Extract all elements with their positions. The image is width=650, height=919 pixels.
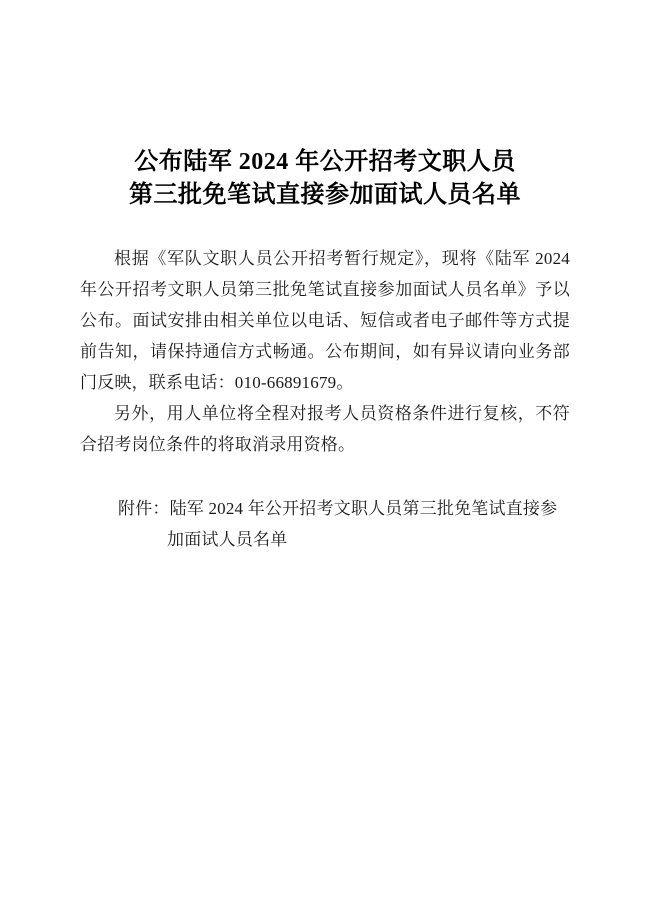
document-title (0, 0, 650, 212)
title-line-2: 第三批免笔试直接参加面试人员名单 (129, 182, 521, 208)
attachment-text: 陆军 2024 年公开招考文职人员第三批免笔试直接参加面试人员名单 (167, 499, 558, 549)
attachment-label: 附件： (118, 499, 170, 518)
title-line-1: 公布陆军 2024 年公开招考文职人员 (134, 149, 516, 175)
attachment-line (80, 493, 570, 555)
body-paragraph-2: 另外，用人单位将全程对报考人员资格条件进行复核，不符合招考岗位条件的将取消录用资格。 (80, 404, 570, 454)
body-paragraph-1: 根据《军队文职人员公开招考暂行规定》，现将《陆军 2024 年公开招考文职人员第三批免笔试直接参加面试人员名单》予以公布。面试安排由相关单位以电话、短信或者电子邮件等方式提前告知，请保持通信方式畅通。公布期间，如有异议请向业务部门反映，联系电话：010-66891679。 (80, 249, 570, 392)
document-body (80, 243, 570, 555)
